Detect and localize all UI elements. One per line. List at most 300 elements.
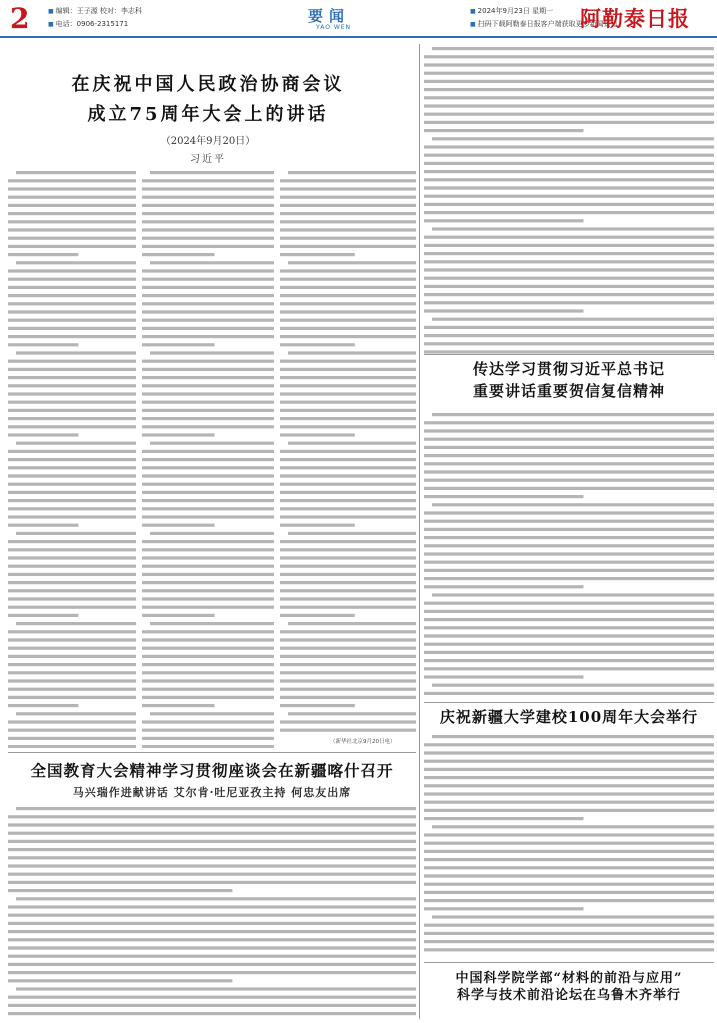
text-line — [280, 343, 355, 346]
text-line — [142, 278, 274, 281]
text-line — [142, 638, 274, 641]
text-line — [280, 614, 355, 617]
text-line — [288, 442, 416, 445]
text-line — [142, 384, 274, 387]
text-line — [142, 581, 274, 584]
text-line — [280, 548, 416, 551]
text-line — [280, 310, 416, 313]
text-line — [8, 507, 136, 510]
text-line — [8, 204, 136, 207]
text-line — [142, 515, 274, 518]
text-line — [142, 392, 274, 395]
text-line — [280, 409, 416, 412]
text-line — [8, 589, 136, 592]
app-note: ■ 扫码下载阿勒泰日报客户端获取更多新闻资讯 — [470, 18, 618, 31]
text-line — [142, 688, 274, 691]
text-line — [8, 606, 136, 609]
text-line — [424, 924, 714, 927]
text-line — [8, 930, 416, 933]
text-line — [280, 237, 416, 240]
text-line — [432, 413, 714, 416]
text-line — [142, 417, 274, 420]
text-line — [280, 524, 355, 527]
text-line — [424, 817, 584, 820]
text-line — [424, 113, 714, 116]
page-number: 2 — [10, 2, 30, 35]
text-line — [424, 121, 714, 124]
cas-headline-line1: 中国科学院学部“材料的前沿与应用” — [455, 971, 683, 986]
text-line — [142, 573, 274, 576]
text-line — [280, 294, 416, 297]
text-line — [424, 145, 714, 148]
speech-author: 习近平 — [190, 154, 226, 165]
text-line — [8, 269, 136, 272]
text-line — [424, 602, 714, 605]
text-line — [424, 643, 714, 646]
text-line — [424, 429, 714, 432]
text-line — [8, 848, 416, 851]
text-line — [142, 704, 215, 707]
text-line — [424, 154, 714, 157]
text-line — [142, 204, 274, 207]
text-line — [142, 212, 274, 215]
text-line — [8, 864, 416, 867]
text-line — [424, 760, 714, 763]
text-line — [424, 651, 714, 654]
text-line — [424, 334, 714, 337]
text-line — [424, 236, 714, 239]
text-line — [432, 593, 714, 596]
text-line — [142, 720, 274, 723]
text-line — [8, 704, 78, 707]
editors-info — [48, 5, 142, 31]
text-line — [424, 874, 714, 877]
text-line — [280, 392, 416, 395]
text-line — [424, 776, 714, 779]
text-line — [142, 179, 274, 182]
text-line — [424, 511, 714, 514]
text-line — [8, 187, 136, 190]
text-line — [8, 614, 78, 617]
education-body — [8, 804, 416, 1019]
text-line — [8, 815, 416, 818]
text-line — [8, 196, 136, 199]
text-line — [8, 729, 136, 732]
text-line — [142, 630, 274, 633]
text-line — [424, 528, 714, 531]
text-line — [8, 253, 78, 256]
text-line — [424, 252, 714, 255]
xjuniv-headline: 庆祝新疆大学建校100周年大会举行 — [439, 708, 699, 726]
text-line — [280, 376, 416, 379]
text-line — [142, 228, 274, 231]
text-line — [424, 178, 714, 181]
text-line — [8, 401, 136, 404]
body-text-texture — [8, 168, 136, 748]
text-line — [142, 302, 274, 305]
text-line — [280, 515, 416, 518]
text-line — [8, 881, 416, 884]
text-line — [16, 351, 136, 354]
body-text-texture — [280, 168, 416, 733]
text-line — [8, 466, 136, 469]
paper-logo: 阿勒泰日报 — [580, 6, 690, 31]
text-line — [288, 532, 416, 535]
text-line — [8, 647, 136, 650]
text-line — [280, 286, 416, 289]
text-line — [142, 196, 274, 199]
text-line — [424, 751, 714, 754]
text-line — [280, 597, 416, 600]
text-line — [280, 433, 355, 436]
text-line — [8, 1004, 416, 1007]
text-line — [424, 80, 714, 83]
text-line — [142, 269, 274, 272]
text-line — [424, 792, 714, 795]
text-line — [8, 417, 136, 420]
section-divider — [424, 702, 714, 703]
text-line — [280, 581, 416, 584]
text-line — [8, 889, 232, 892]
text-line — [142, 450, 274, 453]
text-line — [280, 360, 416, 363]
text-line — [142, 245, 274, 248]
text-line — [424, 96, 714, 99]
text-line — [424, 948, 714, 951]
text-line — [142, 548, 274, 551]
text-line — [424, 129, 584, 132]
text-line — [424, 470, 714, 473]
text-line — [16, 807, 416, 810]
text-line — [424, 479, 714, 482]
text-line — [280, 688, 416, 691]
text-line — [424, 610, 714, 613]
text-line — [142, 319, 274, 322]
text-line — [142, 237, 274, 240]
text-line — [424, 260, 714, 263]
text-line — [280, 220, 416, 223]
text-line — [8, 905, 416, 908]
text-line — [424, 585, 584, 588]
body-text-texture — [424, 410, 714, 700]
text-line — [16, 987, 416, 990]
text-line — [142, 294, 274, 297]
text-line — [8, 914, 416, 917]
text-line — [424, 421, 714, 424]
section-title-en: YAO WEN — [316, 24, 352, 31]
text-line — [280, 253, 355, 256]
text-line — [8, 491, 136, 494]
text-line — [280, 474, 416, 477]
speech-column-1 — [8, 168, 136, 748]
text-line — [142, 409, 274, 412]
text-line — [424, 244, 714, 247]
text-line — [8, 327, 136, 330]
text-line — [280, 647, 416, 650]
text-line — [142, 597, 274, 600]
text-line — [424, 446, 714, 449]
text-line — [142, 401, 274, 404]
text-line — [424, 195, 714, 198]
text-line — [142, 327, 274, 330]
text-line — [280, 327, 416, 330]
section-title: 要闻 — [308, 7, 351, 25]
text-line — [8, 540, 136, 543]
text-line — [424, 104, 714, 107]
text-line — [8, 310, 136, 313]
text-line — [432, 318, 714, 321]
text-line — [424, 544, 714, 547]
text-line — [424, 743, 714, 746]
text-line — [16, 442, 136, 445]
text-line — [8, 638, 136, 641]
text-line — [424, 63, 714, 66]
text-line — [280, 401, 416, 404]
text-line — [424, 899, 714, 902]
issue-date: ■ 2024年9月23日 星期一 — [470, 5, 618, 18]
text-line — [8, 946, 416, 949]
text-line — [8, 573, 136, 576]
text-line — [280, 696, 416, 699]
text-line — [424, 850, 714, 853]
congrats-body — [424, 410, 714, 700]
text-line — [424, 858, 714, 861]
text-line — [424, 675, 584, 678]
text-line — [424, 454, 714, 457]
text-line — [280, 630, 416, 633]
text-line — [142, 524, 215, 527]
text-line — [142, 335, 274, 338]
text-line — [424, 891, 714, 894]
text-line — [150, 351, 274, 354]
text-line — [8, 556, 136, 559]
text-line — [142, 433, 215, 436]
text-line — [432, 137, 714, 140]
text-line — [8, 671, 136, 674]
text-line — [280, 212, 416, 215]
text-line — [424, 285, 714, 288]
speech-source: （新华社北京9月20日电） — [330, 739, 396, 745]
cas-headline-line2: 科学与技术前沿论坛在乌鲁木齐举行 — [456, 988, 681, 1003]
text-line — [424, 170, 714, 173]
text-line — [142, 376, 274, 379]
text-line — [8, 376, 136, 379]
text-line — [150, 532, 274, 535]
text-line — [424, 88, 714, 91]
column-divider — [419, 44, 420, 1019]
text-line — [8, 922, 416, 925]
text-line — [142, 343, 215, 346]
text-line — [424, 866, 714, 869]
text-line — [142, 368, 274, 371]
text-line — [8, 286, 136, 289]
text-line — [280, 679, 416, 682]
text-line — [8, 720, 136, 723]
text-line — [8, 696, 136, 699]
text-line — [424, 809, 714, 812]
text-line — [16, 712, 136, 715]
text-line — [432, 227, 714, 230]
text-line — [142, 483, 274, 486]
text-line — [424, 326, 714, 329]
text-line — [8, 302, 136, 305]
text-line — [8, 856, 416, 859]
text-line — [16, 622, 136, 625]
text-line — [432, 684, 714, 687]
text-line — [280, 565, 416, 568]
text-line — [8, 392, 136, 395]
text-line — [8, 425, 136, 428]
text-line — [424, 268, 714, 271]
text-line — [8, 679, 136, 682]
text-line — [8, 663, 136, 666]
text-line — [280, 556, 416, 559]
text-line — [280, 729, 416, 732]
text-line — [8, 938, 416, 941]
text-line — [424, 940, 714, 943]
text-line — [142, 589, 274, 592]
text-line — [424, 692, 714, 695]
text-line — [280, 179, 416, 182]
text-line — [150, 622, 274, 625]
text-line — [424, 801, 714, 804]
text-line — [8, 971, 416, 974]
text-line — [280, 720, 416, 723]
body-text-texture — [8, 804, 416, 1019]
text-line — [280, 302, 416, 305]
text-line — [8, 179, 136, 182]
text-line — [424, 219, 584, 222]
text-line — [288, 351, 416, 354]
text-line — [280, 384, 416, 387]
text-line — [8, 832, 416, 835]
text-line — [424, 833, 714, 836]
text-line — [8, 996, 416, 999]
text-line — [142, 679, 274, 682]
text-line — [424, 72, 714, 75]
congrats-headline-line1: 传达学习贯彻习近平总书记 — [472, 360, 665, 378]
text-line — [280, 228, 416, 231]
xjuniv-body — [424, 732, 714, 957]
text-line — [432, 825, 714, 828]
congrats-headline — [424, 358, 714, 402]
text-line — [424, 309, 584, 312]
text-line — [8, 360, 136, 363]
text-line — [8, 343, 78, 346]
text-line — [8, 524, 78, 527]
text-line — [8, 963, 416, 966]
text-line — [280, 458, 416, 461]
text-line — [8, 212, 136, 215]
text-line — [142, 499, 274, 502]
text-line — [432, 735, 714, 738]
text-line — [8, 688, 136, 691]
text-line — [424, 784, 714, 787]
masthead — [0, 0, 717, 38]
speech-date: （2024年9月20日） — [160, 136, 256, 147]
text-line — [280, 606, 416, 609]
editors-line: ■ 编辑：王子源 校对：李志科 — [48, 5, 142, 18]
text-line — [424, 552, 714, 555]
text-line — [424, 203, 714, 206]
body-text-texture — [424, 732, 714, 957]
text-line — [8, 979, 232, 982]
text-line — [280, 450, 416, 453]
text-line — [142, 253, 215, 256]
text-line — [8, 335, 136, 338]
text-line — [280, 499, 416, 502]
text-line — [424, 842, 714, 845]
text-line — [424, 186, 714, 189]
text-line — [288, 712, 416, 715]
text-line — [280, 204, 416, 207]
text-line — [424, 626, 714, 629]
text-line — [280, 335, 416, 338]
speech-column-3 — [280, 168, 416, 733]
text-line — [432, 915, 714, 918]
text-line — [280, 187, 416, 190]
text-line — [280, 671, 416, 674]
text-line — [142, 696, 274, 699]
text-line — [8, 873, 416, 876]
text-line — [280, 368, 416, 371]
text-line — [280, 466, 416, 469]
text-line — [142, 606, 274, 609]
text-line — [8, 515, 136, 518]
text-line — [8, 384, 136, 387]
congrats-headline-line2: 重要讲话重要贺信复信精神 — [472, 382, 665, 400]
text-line — [288, 171, 416, 174]
text-line — [8, 823, 416, 826]
text-line — [150, 171, 274, 174]
text-line — [142, 507, 274, 510]
speech-headline-line2: 成立75周年大会上的讲话 — [87, 104, 329, 125]
text-line — [8, 237, 136, 240]
text-line — [424, 883, 714, 886]
text-line — [142, 655, 274, 658]
text-line — [8, 955, 416, 958]
text-line — [424, 569, 714, 572]
text-line — [142, 286, 274, 289]
text-line — [16, 261, 136, 264]
text-line — [280, 196, 416, 199]
speech-headline-line1: 在庆祝中国人民政治协商会议 — [71, 74, 345, 95]
text-line — [280, 269, 416, 272]
text-line — [8, 220, 136, 223]
text-line — [280, 425, 416, 428]
text-line — [150, 261, 274, 264]
text-line — [142, 729, 274, 732]
text-line — [142, 491, 274, 494]
text-line — [424, 342, 714, 345]
text-line — [142, 745, 274, 748]
right-top-body — [424, 44, 714, 354]
text-line — [16, 897, 416, 900]
text-line — [8, 745, 136, 748]
text-line — [424, 487, 714, 490]
text-line — [8, 245, 136, 248]
text-line — [8, 278, 136, 281]
section-divider — [8, 752, 416, 753]
text-line — [142, 466, 274, 469]
text-line — [8, 450, 136, 453]
text-line — [8, 368, 136, 371]
text-line — [424, 907, 584, 910]
text-line — [432, 47, 714, 50]
text-line — [142, 187, 274, 190]
text-line — [8, 474, 136, 477]
text-line — [424, 536, 714, 539]
